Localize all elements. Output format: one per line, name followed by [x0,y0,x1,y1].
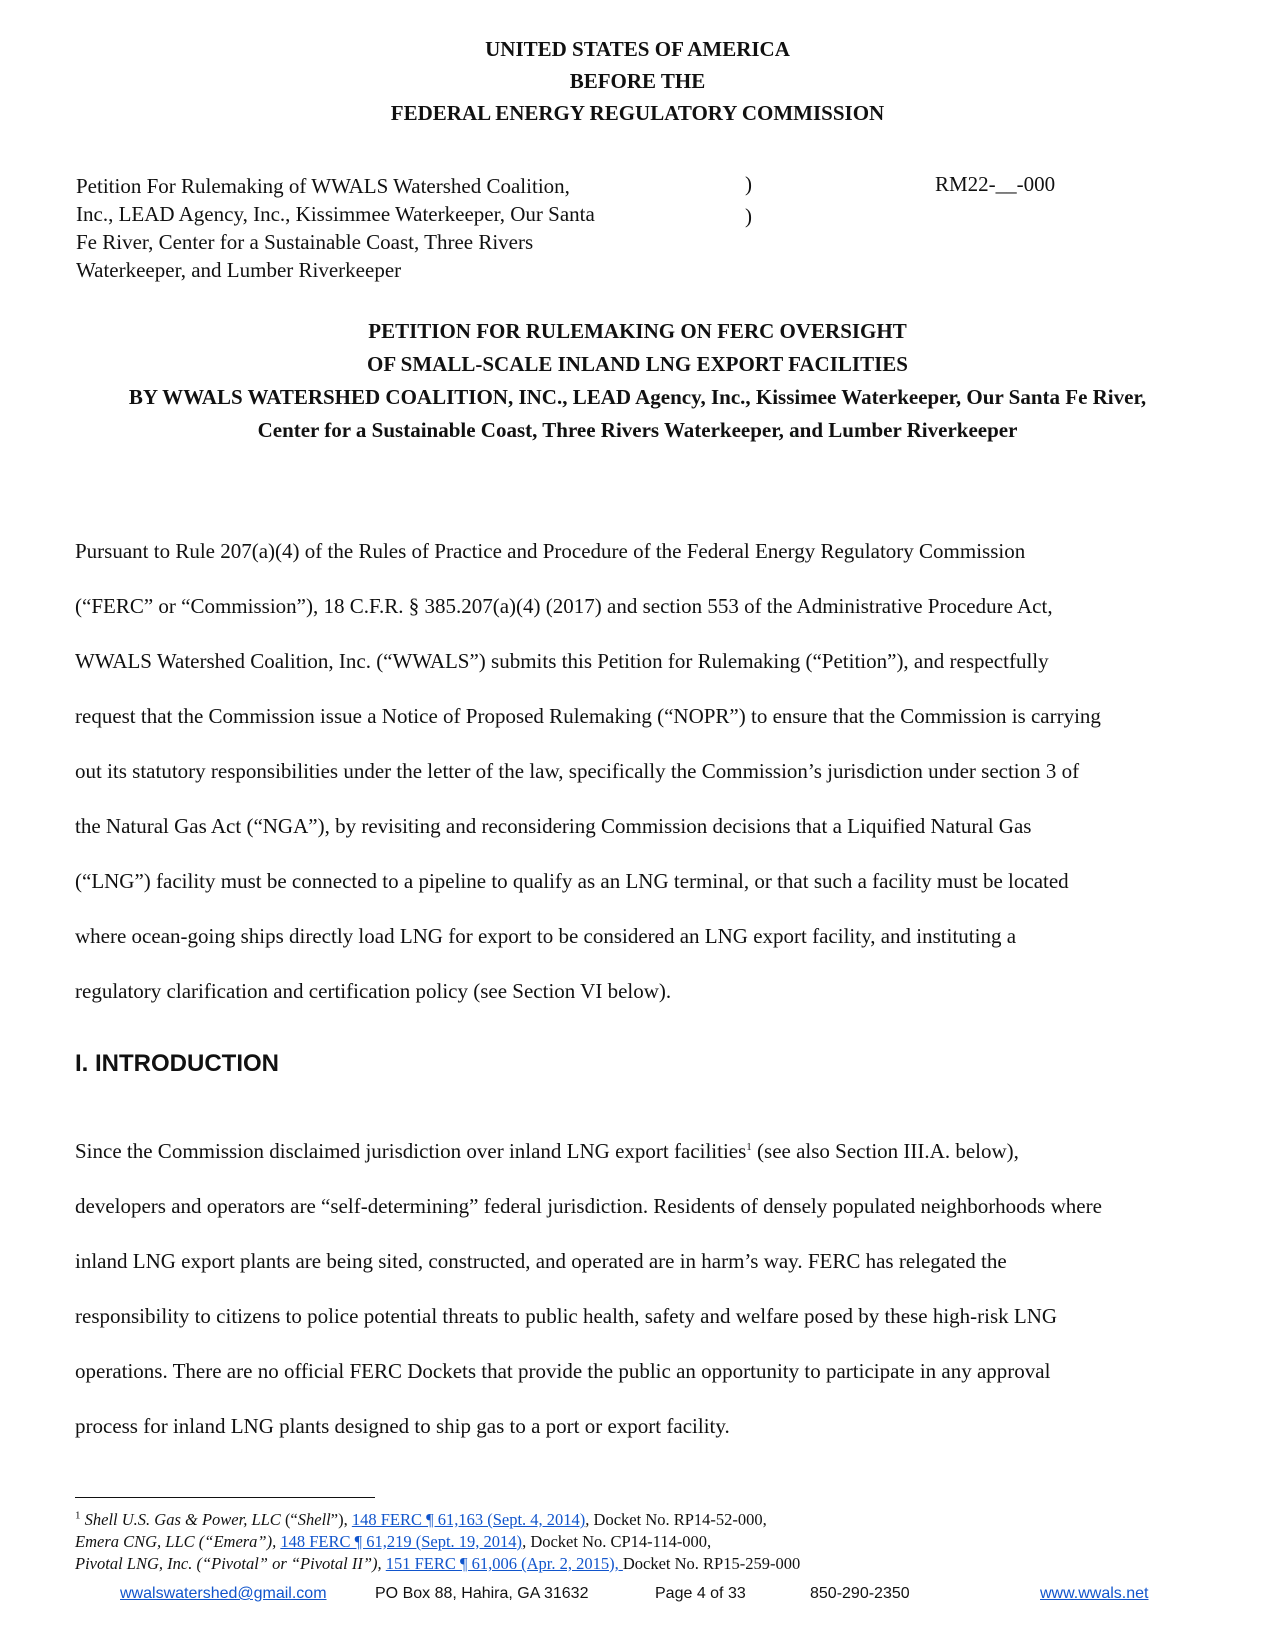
paragraph-line: out its statutory responsibilities under the letter of the law, specifically the Commission’s jurisdiction under section 3 of [75,759,1080,783]
paragraph-line [75,1124,1205,1179]
citation-link[interactable]: 151 FERC ¶ 61,006 (Apr. 2, 2015), [385,1554,623,1573]
paragraph-text: (see also Section III.A. below), [751,1139,1019,1163]
footer-page-number: Page 4 of 33 [655,1585,746,1602]
footnote-text: , Docket No. RP14-52-000, [585,1510,767,1529]
paragraph-line: WWALS Watershed Coalition, Inc. (“WWALS”) submits this Petition for Rulemaking (“Petition”), and respectfully [75,649,1049,673]
footer-address: PO Box 88, Hahira, GA 31632 [375,1585,589,1602]
paragraph-line: request that the Commission issue a Notice of Proposed Rulemaking (“NOPR”) to ensure that the Commission is carrying [75,704,1101,728]
footnote-line [75,1509,1175,1531]
paragraph-line: Pursuant to Rule 207(a)(4) of the Rules of Practice and Procedure of the Federal Energy Regulatory Commission [75,539,1026,563]
paragraph-line: inland LNG export plants are being sited, constructed, and operated are in harm’s way. FERC has relegated the [75,1249,1007,1273]
introduction-paragraph [75,1124,1205,1454]
footnotes [75,1509,1175,1575]
footnote-reference[interactable]: 1 [746,1141,752,1153]
case-caption [76,172,676,284]
petition-title [0,315,1275,447]
title-line-4: Center for a Sustainable Coast, Three Rivers Waterkeeper, and Lumber Riverkeeper [257,418,1018,442]
paragraph-line: regulatory clarification and certification policy (see Section VI below). [75,979,672,1003]
title-line-3: BY WWALS WATERSHED COALITION, INC., LEAD Agency, Inc., Kissimee Waterkeeper, Our Santa Fe River, [128,385,1147,409]
paragraph-line: the Natural Gas Act (“NGA”), by revisiting and reconsidering Commission decisions that a Liquified Natural Gas [75,814,1032,838]
docket-number: RM22-__-000 [935,172,1056,196]
footnote-line [75,1531,1175,1553]
intro-paragraph [75,524,1205,1019]
footnote-party: Shell U.S. Gas & Power, LLC [84,1510,281,1529]
footnote-divider [75,1497,375,1498]
title-line-2: OF SMALL-SCALE INLAND LNG EXPORT FACILITIES [367,352,908,376]
citation-link[interactable]: 148 FERC ¶ 61,163 (Sept. 4, 2014) [351,1510,586,1529]
paragraph-line: process for inland LNG plants designed to ship gas to a port or export facility. [75,1414,730,1438]
paragraph-line: operations. There are no official FERC Dockets that provide the public an opportunity to participate in any approval [75,1359,1051,1383]
caption-line-3: Fe River, Center for a Sustainable Coast, Three Rivers [76,230,534,254]
caption-line-4: Waterkeeper, and Lumber Riverkeeper [76,258,402,282]
caption-line-2: Inc., LEAD Agency, Inc., Kissimmee Waterkeeper, Our Santa [76,202,595,226]
paragraph-line: where ocean-going ships directly load LNG for export to be considered an LNG export facility, and instituting a [75,924,1017,948]
paragraph-line: (“FERC” or “Commission”), 18 C.F.R. § 385.207(a)(4) (2017) and section 553 of the Administrative Procedure Act, [75,594,1053,618]
footnote-text: , Docket No. CP14-114-000, [522,1532,712,1551]
court-header-line-2: BEFORE THE [569,69,706,93]
footnote-text: (“ [280,1510,298,1529]
footnote-text: ”), [330,1510,352,1529]
footer-website-link[interactable]: www.wwals.net [1040,1585,1149,1602]
footer-email-link[interactable]: wwalswatershed@gmail.com [120,1585,327,1602]
court-header-line-3: FEDERAL ENERGY REGULATORY COMMISSION [390,101,885,125]
paragraph-line: responsibility to citizens to police potential threats to public health, safety and welfare posed by these high-risk LNG [75,1304,1058,1328]
paragraph-line: developers and operators are “self-determining” federal jurisdiction. Residents of densely populated neighborhoods where [75,1194,1102,1218]
footnote-marker: 1 [75,1509,81,1522]
footnote-text: Docket No. RP15-259-000 [622,1554,801,1573]
footnote-party: Emera CNG, LLC (“Emera”), [75,1532,277,1551]
section-heading: I. INTRODUCTION [75,1050,279,1077]
paragraph-text: Since the Commission disclaimed jurisdiction over inland LNG export facilities [75,1139,747,1163]
caption-line-1: Petition For Rulemaking of WWALS Watershed Coalition, [76,174,570,198]
caption-paren-2: ) [745,204,752,228]
paragraph-line: (“LNG”) facility must be connected to a pipeline to qualify as an LNG terminal, or that such a facility must be located [75,869,1069,893]
footnote-party: Pivotal LNG, Inc. (“Pivotal” or “Pivotal II”), [75,1554,382,1573]
court-header-line-1: UNITED STATES OF AMERICA [485,37,790,61]
caption-paren-1: ) [745,172,752,196]
footnote-line [75,1553,1175,1575]
footer-phone: 850-290-2350 [810,1585,910,1602]
title-line-1: PETITION FOR RULEMAKING ON FERC OVERSIGHT [368,319,907,343]
citation-link[interactable]: 148 FERC ¶ 61,219 (Sept. 19, 2014) [280,1532,523,1551]
footnote-party-short: Shell [297,1510,331,1529]
